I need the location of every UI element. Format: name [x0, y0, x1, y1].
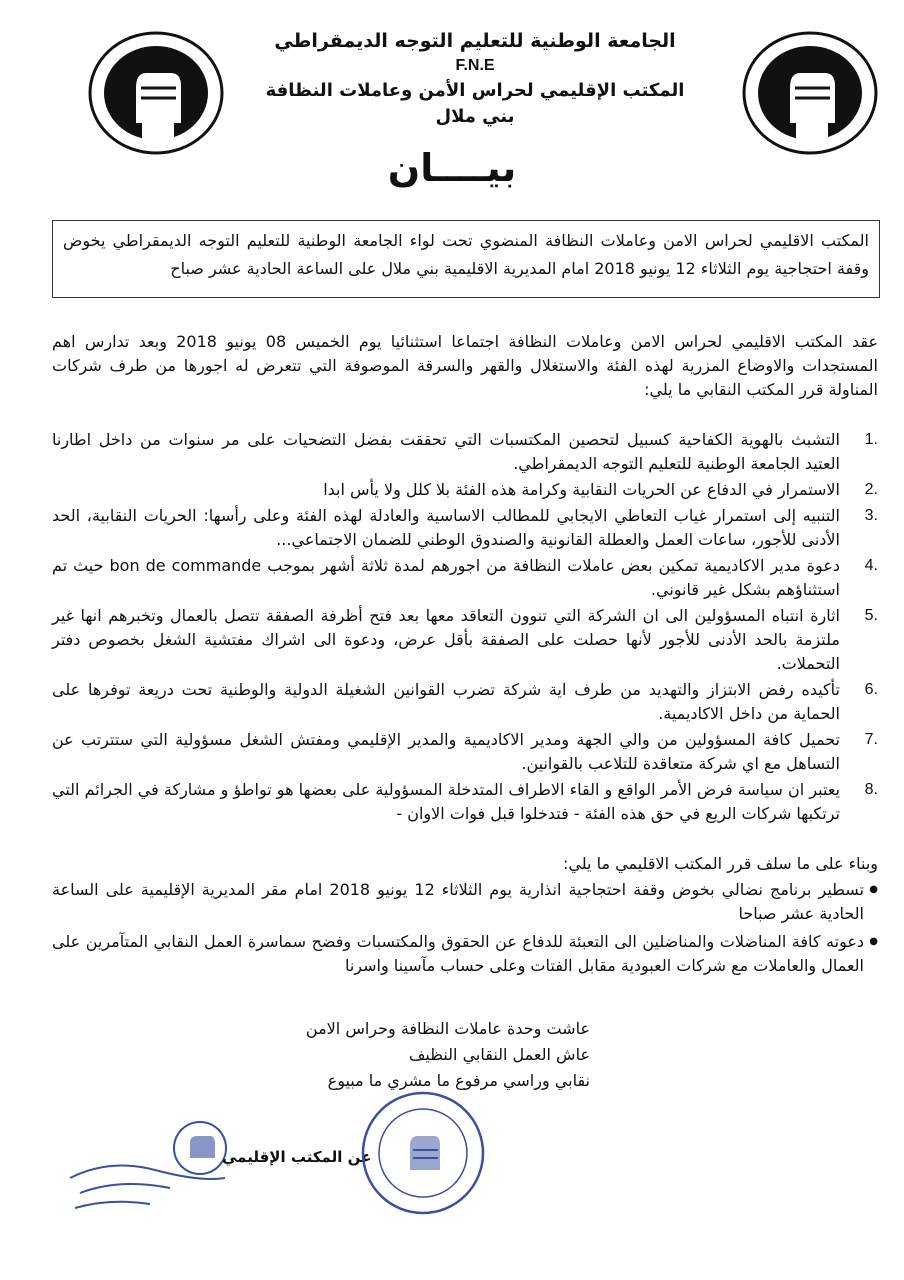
list-item: 8. يعتبر ان سياسة فرض الأمر الواقع و القاء الاطراف المتدخلة المسؤولية على بعضها هو تواطؤ و مشاركة في الجرائم التي ترتكبها شركات الريع في حق هذه الفئة - فتدخلوا قبل فوات الاوان -: [52, 780, 878, 823]
summary-box: المكتب الاقليمي لحراس الامن وعاملات النظافة المنضوي تحت لواء الجامعة الوطنية للتعليم التوجه الديمقراطي يخوض وقفة احتجاجية يوم الثلاثاء 12 يونيو 2018 امام المديرية الاقليمية بني ملال على الساعة الحادية عشر صباح: [52, 220, 880, 298]
list-item: 1. التشبث بالهوية الكفاحية كسبيل لتحصين المكتسبات التي تحققت بفضل التضحيات على مر سنوات من داخل اطارنا العتيد الجامعة الوطنية للتعليم التوجه الديمقراطي.: [52, 430, 878, 473]
office-name: المكتب الإقليمي لحراس الأمن وعاملات النظافة: [265, 80, 685, 101]
list-item: 2. الاستمرار في الدفاع عن الحريات النقابية وكرامة هذه الفئة بلا كلل ولا يأس ابدا: [323, 480, 878, 499]
intro-paragraph: عقد المكتب الاقليمي لحراس الامن وعاملات النظافة اجتماعا استثنائيا يوم الخميس 08 يونيو 2018 وبعد تدارس اهم المستجدات والاوضاع المزرية لهذه الفئة والاستغلال والقهر والسرقة الموصوفة التي تتعرض له اجورها من طرف شركات المناولة قرر المكتب النقابي ما يلي:: [52, 332, 879, 399]
union-logo-right: [740, 28, 880, 158]
slogan: نقابي وراسي مرفوع ما مشري ما مبيوع: [327, 1071, 590, 1090]
resolution-bullets: [52, 878, 878, 978]
seal-icon: [358, 1088, 488, 1218]
signature-stamp: [60, 1108, 230, 1218]
letterhead: [250, 28, 700, 130]
resolution-section: [52, 852, 878, 982]
fist-icon: [740, 28, 880, 158]
list-item: 4. دعوة مدير الاكاديمية تمكين بعض عاملات النظافة من اجورهم لمدة ثلاثة أشهر بموجب bon de commande حيث تم استثناؤهم بشكل غير قانوني.: [52, 556, 878, 599]
federation-acronym: F.N.E: [455, 57, 495, 74]
official-seal: [358, 1088, 488, 1218]
closing-slogans: [300, 1016, 590, 1094]
resolution-lead: وبناء على ما سلف قرر المكتب الاقليمي ما يلي:: [563, 854, 878, 873]
fist-icon: [86, 28, 226, 158]
union-logo-left: [86, 28, 226, 158]
slogan: عاش العمل النقابي النظيف: [408, 1045, 590, 1064]
list-item: ● تسطير برنامج نضالي بخوض وقفة احتجاجية انذارية يوم الثلاثاء 12 يونيو 2018 امام مقر المديرية الإقليمية على الساعة الحادية عشر صباحا: [52, 878, 878, 926]
slogan: عاشت وحدة عاملات النظافة وحراس الامن: [305, 1019, 590, 1038]
list-item: 3. التنبيه إلى استمرار غياب التعاطي الايجابي للمطالب الاساسية والعادلة لهذه الفئة وعلى رأسها: الحريات النقابية، الحد الأدنى للأجور، ساعات العمل والعطلة القانونية والصندوق الوطني للضمان الاجتماعي...: [52, 506, 878, 549]
signer-label: عن المكتب الإقليمي: [222, 1148, 372, 1166]
stamp-icon: [60, 1108, 230, 1218]
list-item: 5. اثارة انتباه المسؤولين الى ان الشركة التي تنوون التعاقد معها بعد فتح أظرفة الصفقة تتصل بالعمال وتخبرهم انها غير ملتزمة بالحد الأدنى للأجور لأنها حصلت على الصفقة بأقل عرض، ودعوة الى اشراك مفتشية الشغل بخصوص دفتر التحملات.: [52, 606, 878, 673]
federation-name: الجامعة الوطنية للتعليم التوجه الديمقراطي: [274, 30, 676, 52]
city-name: بني ملال: [435, 106, 515, 127]
list-item: 6. تأكيده رفض الابتزاز والتهديد من طرف اية شركة تضرب القوانين الشغيلة الدولية والوطنية تحت دريعة توفرها على الحماية من داخل الاكاديمية.: [52, 680, 878, 723]
decisions-list: [52, 428, 878, 828]
document-title: بيــــان: [387, 146, 517, 190]
list-item: 7. تحميل كافة المسؤولين من والي الجهة ومدير الاكاديمية والمدير الإقليمي ومفتش الشغل مسؤولية التي ستترتب عن التساهل مع اي شركة متعاقدة للتلاعب بالقوانين.: [52, 730, 878, 773]
list-item: ● دعوته كافة المناضلات والمناضلين الى التعبئة للدفاع عن الحقوق والمكتسبات وفضح سماسرة العمل النقابي المتآمرين على العمال والعاملات مع شركات العبودية مقابل الفتات وعلى حساب مآسينا واسرنا: [52, 930, 878, 978]
